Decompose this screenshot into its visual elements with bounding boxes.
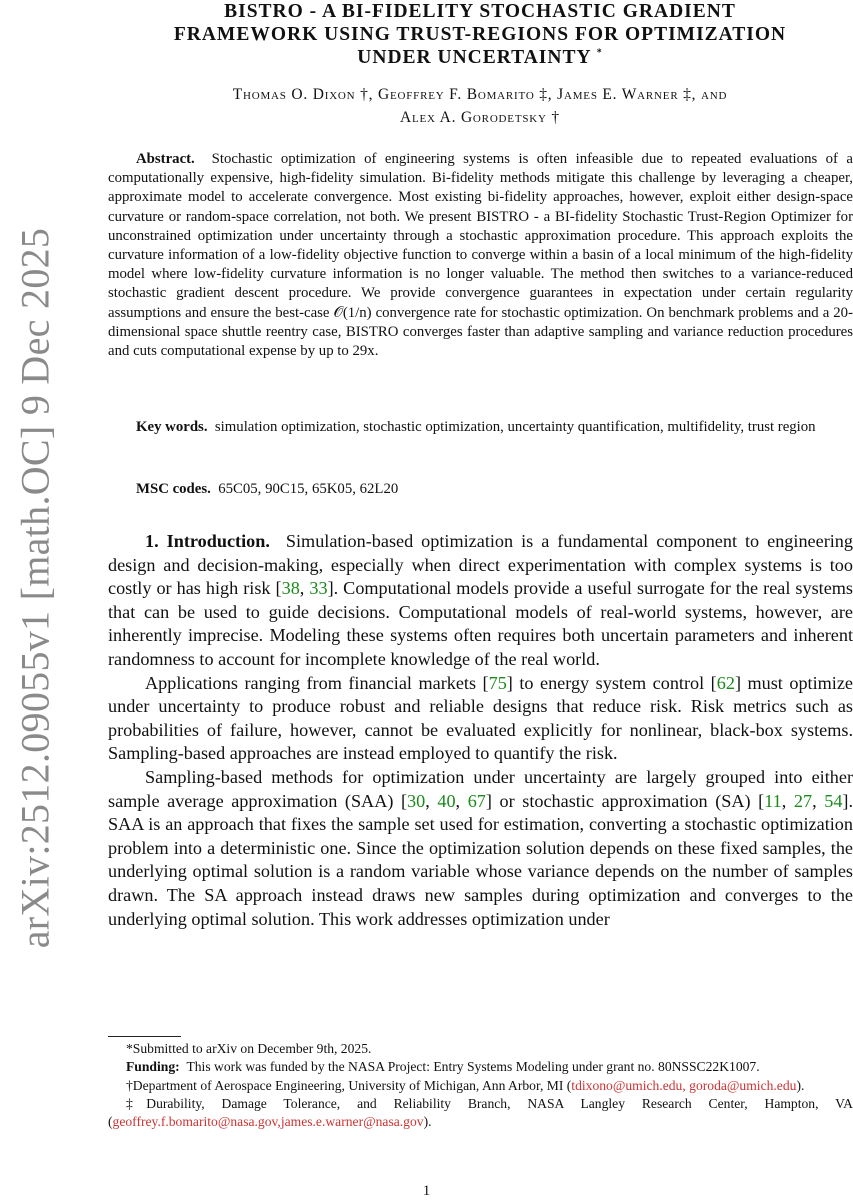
- citation-40[interactable]: 40: [437, 790, 456, 811]
- michigan-affiliation-end: ).: [796, 1077, 805, 1093]
- footnote-funding: [108, 1058, 853, 1076]
- title-line-3-text: UNDER UNCERTAINTY: [357, 47, 591, 68]
- citation-27[interactable]: 27: [793, 790, 813, 811]
- intro-p2-text-c: ] must optimize under uncertainty to produce robust and reliable designs that reduce risk. Risk metrics such as probabilities of failure, however, cannot be evaluated explicitly for nonlinear, black-box systems. Sampling-based approaches are instead employed to quantify the risk.: [108, 672, 853, 764]
- intro-p3-text-c: ]. SAA is an approach that fixes the sample set used for estimation, converting a stochastic optimization problem into a deterministic one. Since the optimization solution depends on these fixed samples, the underlying optimal solution is a random variable whose variance depends on the number of samples drawn. The SA approach instead draws new samples during optimization and converges to the underlying optimal solution. This work addresses optimization under: [108, 790, 853, 929]
- intro-p2-text-b: ] to energy system control [: [506, 672, 717, 693]
- nasa-affiliation-text: ‡Durability, Damage Tolerance, and Reliability Branch, NASA Langley Research Center, Hampton, VA (: [108, 1095, 853, 1130]
- footnote-submitted: *Submitted to arXiv on December 9th, 2025.: [126, 1041, 372, 1056]
- keywords: [108, 418, 853, 437]
- citation-33[interactable]: 33: [309, 578, 328, 599]
- footnotes: [108, 1040, 853, 1131]
- funding-label: Funding:: [126, 1059, 180, 1075]
- footnote-affiliation-nasa: [108, 1095, 853, 1132]
- citation-38[interactable]: 38: [281, 578, 300, 599]
- intro-p2-text-a: Applications ranging from financial markets [: [145, 672, 489, 693]
- author-list: [120, 83, 840, 129]
- citation-67[interactable]: 67: [467, 790, 486, 811]
- abstract-label: Abstract.: [136, 151, 195, 167]
- intro-p1-sep: ,: [299, 578, 310, 599]
- footnote-divider: [108, 1036, 181, 1037]
- title-line-2: FRAMEWORK USING TRUST-REGIONS FOR OPTIMIZATION: [173, 24, 787, 45]
- intro-p3-text-b: ] or stochastic approximation (SA) [: [485, 790, 765, 811]
- citation-30[interactable]: 30: [407, 790, 426, 811]
- funding-text: This work was funded by the NASA Project: Entry Systems Modeling under grant no. 80NSSC22K1007.: [186, 1059, 760, 1075]
- nasa-emails-link[interactable]: geoffrey.f.bomarito@nasa.gov,james.e.warner@nasa.gov: [112, 1114, 424, 1130]
- abstract-text: Stochastic optimization of engineering systems is often infeasible due to repeated evaluations of a computationally expensive, high-fidelity simulation. Bi-fidelity methods mitigate this challenge by leveraging a cheaper, approximate model to accelerate convergence. Most existing bi-fidelity approaches, however, exploit either design-space curvature or random-space correlation, not both. We present BISTRO - a BI-fidelity Stochastic Trust-Region Optimizer for unconstrained optimization under uncertainty through a stochastic approximation procedure. This approach exploits the curvature information of a low-fidelity objective function to converge within a basin of a local minimum of the high-fidelity model where low-fidelity curvature information is no longer valuable. The method then switches to a variance-reduced stochastic gradient descent procedure. We provide convergence guarantees in expectation under certain regularity assumptions and ensure the best-case 𝒪(1/n) convergence rate for stochastic optimization. On benchmark problems and a 20-dimensional space shuttle reentry case, BISTRO converges faster than adaptive sampling and variance reduction procedures and cuts computational expense by up to 29x.: [108, 151, 853, 360]
- arxiv-identifier: arXiv:2512.09055v1 [math.OC] 9 Dec 2025: [12, 227, 58, 949]
- msc-text: 65C05, 90C15, 65K05, 62L20: [218, 481, 399, 497]
- introduction-section: [108, 530, 853, 931]
- paper-title: [120, 0, 840, 69]
- section-heading: 1. Introduction.: [145, 531, 270, 551]
- michigan-emails-link[interactable]: tdixono@umich.edu, goroda@umich.edu: [571, 1077, 797, 1093]
- intro-paragraph-2: [108, 672, 853, 766]
- title-footnote-mark: *: [596, 47, 603, 59]
- intro-paragraph-3: Sampling-based methods for optimization under uncertainty are largely grouped into either sample average approximation (SAA) [30, 40, 67] or stochastic approximation (SA) [11, 27, 54]. SAA is an approach that fixes the sample set used for estimation, converting a stochastic optimization problem into a deterministic one. Since the optimization solution depends on these fixed samples, the underlying optimal solution is a random variable whose variance depends on the number of samples drawn. The SA approach instead draws new samples during optimization and converges to the underlying optimal solution. This work addresses optimization under: [108, 766, 853, 929]
- abstract: [108, 150, 853, 361]
- page-number: 1: [422, 1183, 431, 1199]
- citation-11[interactable]: 11: [764, 790, 782, 811]
- nasa-affiliation-end: ).: [423, 1114, 432, 1130]
- intro-p3-text-a: Sampling-based methods for optimization under uncertainty are largely grouped into either sample average approximation (SAA) [: [108, 766, 853, 811]
- msc-label: MSC codes.: [136, 481, 211, 497]
- intro-p1-text-a: Simulation-based optimization is a fundamental component to engineering design and decision-making, especially when direct experimentation with complex systems is too costly or has high risk [: [108, 531, 853, 599]
- title-line-1: BISTRO - A BI-FIDELITY STOCHASTIC GRADIENT: [224, 1, 736, 22]
- msc-codes: [108, 480, 853, 499]
- citation-54[interactable]: 54: [824, 790, 843, 811]
- arxiv-sidebar: [5, 208, 65, 968]
- keywords-label: Key words.: [136, 419, 208, 435]
- title-line-3: [120, 46, 840, 69]
- authors-line-1: Thomas O. Dixon †, Geoffrey F. Bomarito ‡, James E. Warner ‡, and: [232, 86, 728, 103]
- michigan-affiliation-text: †Department of Aerospace Engineering, University of Michigan, Ann Arbor, MI (: [126, 1077, 572, 1093]
- authors-line-2: Alex A. Gorodetsky †: [400, 109, 560, 126]
- keywords-text: simulation optimization, stochastic optimization, uncertainty quantification, multifidelity, trust region: [214, 419, 816, 435]
- citation-75[interactable]: 75: [488, 672, 507, 693]
- intro-paragraph-1: [108, 530, 853, 672]
- citation-62[interactable]: 62: [716, 672, 735, 693]
- footnote-affiliation-michigan: [108, 1077, 853, 1095]
- intro-p1-text-b: ]. Computational models provide a useful surrogate for the real systems that can be used to guide decisions. Computational models of real-world systems, however, are inherently imprecise. Modeling these systems often requires both uncertain parameters and inherent randomness to account for incomplete knowledge of the real world.: [108, 578, 853, 669]
